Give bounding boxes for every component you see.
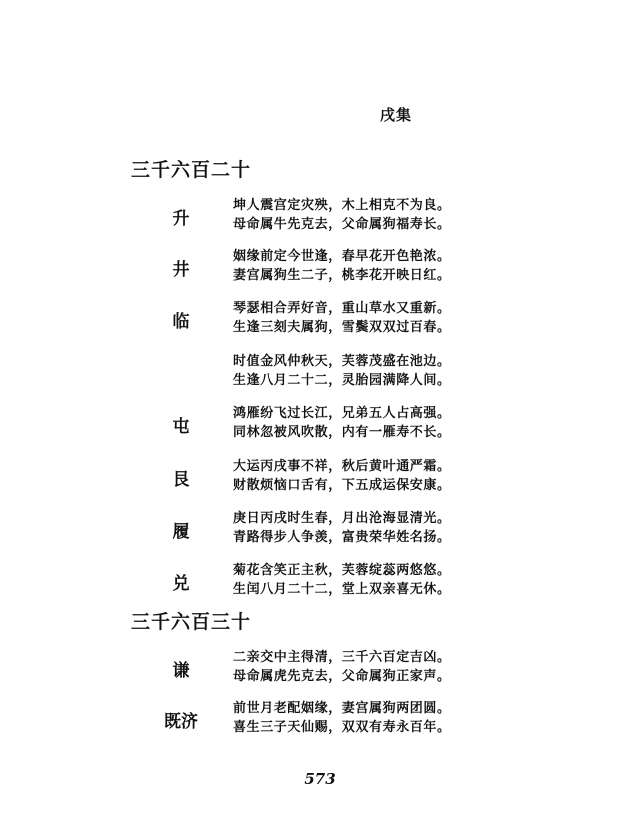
hexagram-name: 临: [172, 312, 190, 332]
verse-entry: [0, 455, 640, 495]
hexagram-name: 兑: [172, 574, 190, 594]
verse-entry: [0, 559, 640, 599]
verse-line: 坤人震宫定灾殃，木上相克不为良。: [233, 198, 451, 213]
hexagram-name: 升: [172, 209, 190, 229]
hexagram-name: 谦: [172, 661, 190, 681]
verse-entry: [0, 350, 640, 390]
hexagram-name: 屯: [172, 417, 190, 437]
verse-line: 喜生三子天仙赐，双双有寿永百年。: [233, 720, 451, 735]
verse-entry: [0, 507, 640, 547]
verse-entry: [0, 297, 640, 337]
verse-line: 生闰八月二十二，堂上双亲喜无休。: [233, 582, 451, 597]
page-number: 573: [304, 770, 336, 788]
verse-line: 生逢八月二十二，灵胎园满降人间。: [233, 373, 451, 388]
hexagram-name: 井: [172, 260, 190, 280]
verse-line: 菊花含笑正主秋，芙蓉绽蕊两悠悠。: [233, 563, 451, 578]
verse-line: 妻宫属狗生二子，桃李花开映日红。: [233, 268, 451, 283]
hexagram-name: 履: [172, 522, 190, 542]
running-header: 戌集: [380, 106, 413, 124]
hexagram-name: 艮: [172, 470, 190, 490]
verse-line: 母命属牛先克去，父命属狗福寿长。: [233, 217, 451, 232]
hexagram-name: 既济: [164, 712, 198, 732]
verse-entry: [0, 402, 640, 442]
verse-entry: [0, 194, 640, 234]
verse-line: 同林忽被风吹散，内有一雁寿不长。: [233, 425, 451, 440]
verse-entry: [0, 697, 640, 737]
verse-line: 母命属虎先克去，父命属狗正家声。: [233, 669, 451, 684]
verse-line: 前世月老配姻缘，妻宫属狗两团圆。: [233, 701, 451, 716]
verse-line: 财散烦恼口舌有，下五成运保安康。: [233, 478, 451, 493]
verse-line: 二亲交中主得清，三千六百定吉凶。: [233, 650, 451, 665]
verse-line: 鸿雁纷飞过长江，兄弟五人占高强。: [233, 406, 451, 421]
verse-line: 时值金风仲秋天，芙蓉茂盛在池边。: [233, 354, 451, 369]
verse-entry: [0, 646, 640, 686]
verse-line: 生逢三刻夫属狗，雪鬓双双过百春。: [233, 320, 451, 335]
verse-line: 大运丙戌事不祥，秋后黄叶通严霜。: [233, 459, 451, 474]
verse-line: 琴瑟相合弄好音，重山草水又重新。: [233, 301, 451, 316]
verse-line: 青路得步人争羡，富贵荣华姓名扬。: [233, 530, 451, 545]
verse-entry: [0, 245, 640, 285]
verse-line: 姻缘前定今世逢，春早花开色艳浓。: [233, 249, 451, 264]
section-title: 三千六百二十: [131, 159, 252, 181]
verse-line: 庚日丙戌时生春，月出沧海显清光。: [233, 511, 451, 526]
section-title: 三千六百三十: [131, 611, 252, 633]
